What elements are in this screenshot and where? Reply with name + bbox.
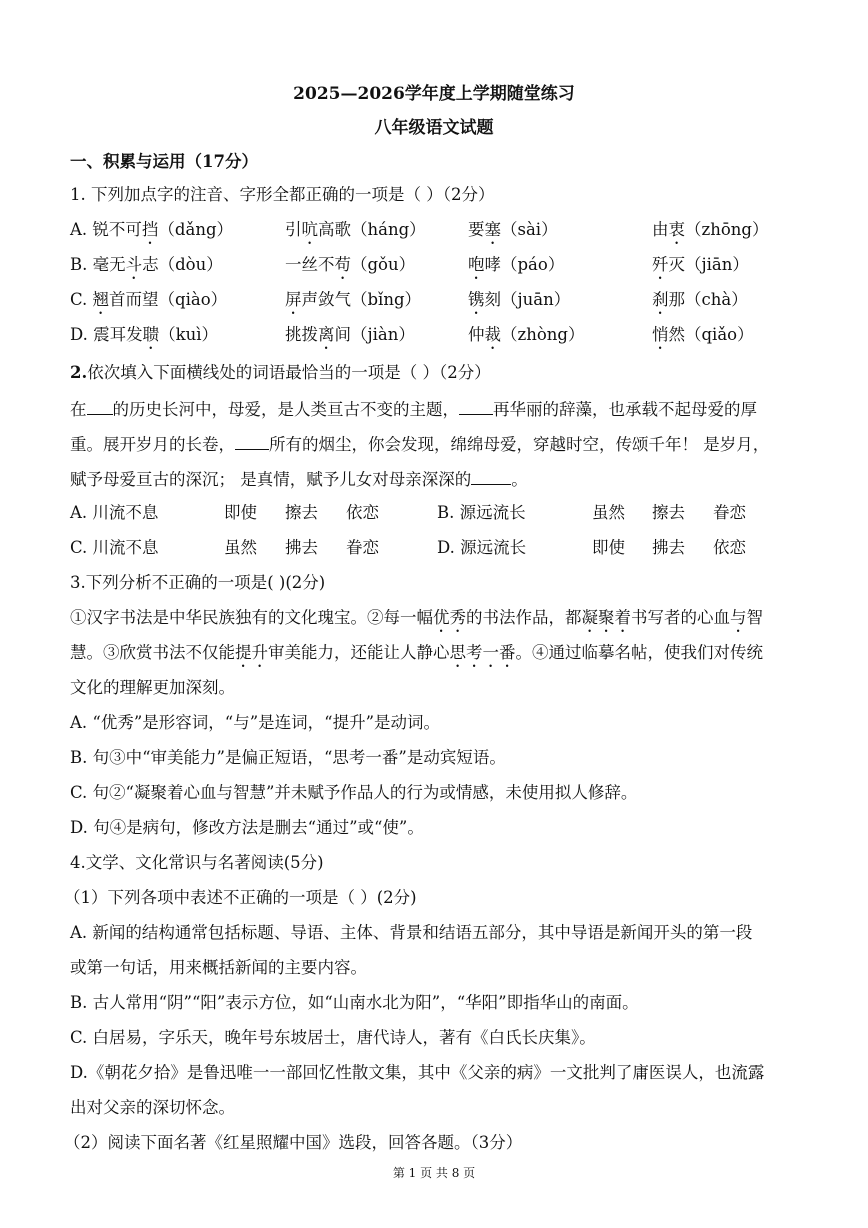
q1-option-D-item-3: 仲裁（zhòng） [468, 325, 585, 344]
q2-option-B-w3: 擦去 [652, 503, 685, 522]
q1-option-B-item-3: 咆哮（páo） [468, 255, 565, 274]
q1-option-A-item-1: A. 锐不可挡（dǎng） [70, 220, 234, 239]
q1-option-C-item-2: 屏声敛气（bǐng） [285, 290, 422, 309]
q2-option-A-w2: 即使 [224, 503, 257, 522]
q2-option-C: C. 川流不息 [70, 538, 159, 557]
q2-option-A: A. 川流不息 [70, 503, 159, 522]
q1-option-C-item-3: 镌刻（juān） [468, 290, 571, 309]
q3-stem: 3.下列分析不正确的一项是( )(2分) [70, 573, 326, 592]
q4-sub2-stem: （2）阅读下面名著《红星照耀中国》选段，回答各题。（3分） [64, 1133, 523, 1152]
q4-option-A-line-1: A. 新闻的结构通常包括标题、导语、主体、背景和结语五部分，其中导语是新闻开头的第一段 [70, 923, 753, 942]
q4-option-D-line-1: D.《朝花夕拾》是鲁迅唯一一部回忆性散文集，其中《父亲的病》一文批判了庸医误人，也流露 [70, 1063, 765, 1082]
q4-option-D-line-2: 出对父亲的深切怀念。 [70, 1098, 235, 1117]
q2-option-A-w4: 依恋 [346, 503, 379, 522]
q1-option-B-item-4: 歼灭（jiān） [652, 255, 749, 274]
page-subtitle: 八年级语文试题 [374, 118, 494, 138]
q2-option-C-w3: 拂去 [285, 538, 318, 557]
q1-option-D-item-4: 悄然（qiǎo） [652, 325, 754, 344]
q1-option-A-item-3: 要塞（sài） [468, 220, 558, 239]
page-footer: 第 1 页 共 8 页 [392, 1166, 476, 1180]
q4-sub1-stem: （1）下列各项中表述不正确的一项是（ ）(2分) [64, 888, 417, 907]
q2-option-B-w2: 虽然 [592, 503, 625, 522]
q4-option-C: C. 白居易，字乐天，晚年号东坡居士，唐代诗人，著有《白氏长庆集》。 [70, 1028, 596, 1047]
q2-option-C-w2: 虽然 [224, 538, 257, 557]
q2-option-C-w4: 眷恋 [346, 538, 379, 557]
q3-passage-line-3: 文化的理解更加深刻。 [70, 678, 235, 697]
q3-option-C: C. 句②“凝聚着心血与智慧”并未赋予作品人的行为或情感，未使用拟人修辞。 [70, 783, 638, 802]
q2-passage-line-2: 重。展开岁月的长卷， 所有的烟尘，你会发现，绵绵母爱，穿越时空，传颂千年！ 是岁月， [70, 435, 770, 454]
q2-option-D-w4: 依恋 [713, 538, 746, 557]
q2-stem: 2.依次填入下面横线处的词语最恰当的一项是（ ）（2分） [70, 363, 491, 382]
q2-option-B: B. 源远流长 [437, 503, 526, 522]
q4-stem: 4.文学、文化常识与名著阅读(5分) [70, 853, 324, 872]
q2-option-D: D. 源远流长 [437, 538, 527, 557]
q2-passage-line-1: 在 的历史长河中，母爱，是人类亘古不变的主题， 再华丽的辞藻，也承载不起母爱的厚 [70, 400, 757, 419]
q3-option-A: A. “优秀”是形容词，“与”是连词，“提升”是动词。 [70, 713, 441, 732]
q2-option-B-w4: 眷恋 [713, 503, 746, 522]
q1-option-A-item-2: 引吭高歌（háng） [285, 220, 426, 239]
q1-option-B-item-1: B. 毫无斗志（dòu） [70, 255, 223, 274]
q1-option-A-item-4: 由衷（zhōng） [652, 220, 769, 239]
q2-option-D-w3: 拂去 [652, 538, 685, 557]
q3-passage-line-1: ①汉字书法是中华民族独有的文化瑰宝。②每一幅优秀的书法作品，都凝聚着书写者的心血与智 [70, 608, 763, 627]
q1-stem: 1. 下列加点字的注音、字形全都正确的一项是（ ）（2分） [70, 185, 495, 204]
page-title: 2025—2026学年度上学期随堂练习 [293, 84, 575, 104]
q2-option-A-w3: 擦去 [285, 503, 318, 522]
q1-option-B-item-2: 一丝不苟（gǒu） [285, 255, 416, 274]
q3-option-D: D. 句④是病句，修改方法是删去“通过”或“使”。 [70, 818, 424, 837]
q2-passage-line-3: 赋予母爱亘古的深沉； 是真情，赋予儿女对母亲深深的 。 [70, 470, 528, 489]
q1-option-C-item-1: C. 翘首而望（qiào） [70, 290, 228, 309]
q3-option-B: B. 句③中“审美能力”是偏正短语，“思考一番”是动宾短语。 [70, 748, 506, 767]
q4-option-A-line-2: 或第一句话，用来概括新闻的主要内容。 [70, 958, 367, 977]
q1-option-D-item-1: D. 震耳发聩（kuì） [70, 325, 219, 344]
q3-passage-line-2: 慧。③欣赏书法不仅能提升审美能力，还能让人静心思考一番。④通过临摹名帖，使我们对传统 [70, 643, 763, 662]
q1-option-C-item-4: 刹那（chà） [652, 290, 748, 309]
q2-option-D-w2: 即使 [592, 538, 625, 557]
section-heading: 一、积累与运用（17分） [70, 152, 258, 171]
q1-option-D-item-2: 挑拨离间（jiàn） [285, 325, 415, 344]
q4-option-B: B. 古人常用“阴”“阳”表示方位，如“山南水北为阳”，“华阳”即指华山的南面。 [70, 993, 639, 1012]
